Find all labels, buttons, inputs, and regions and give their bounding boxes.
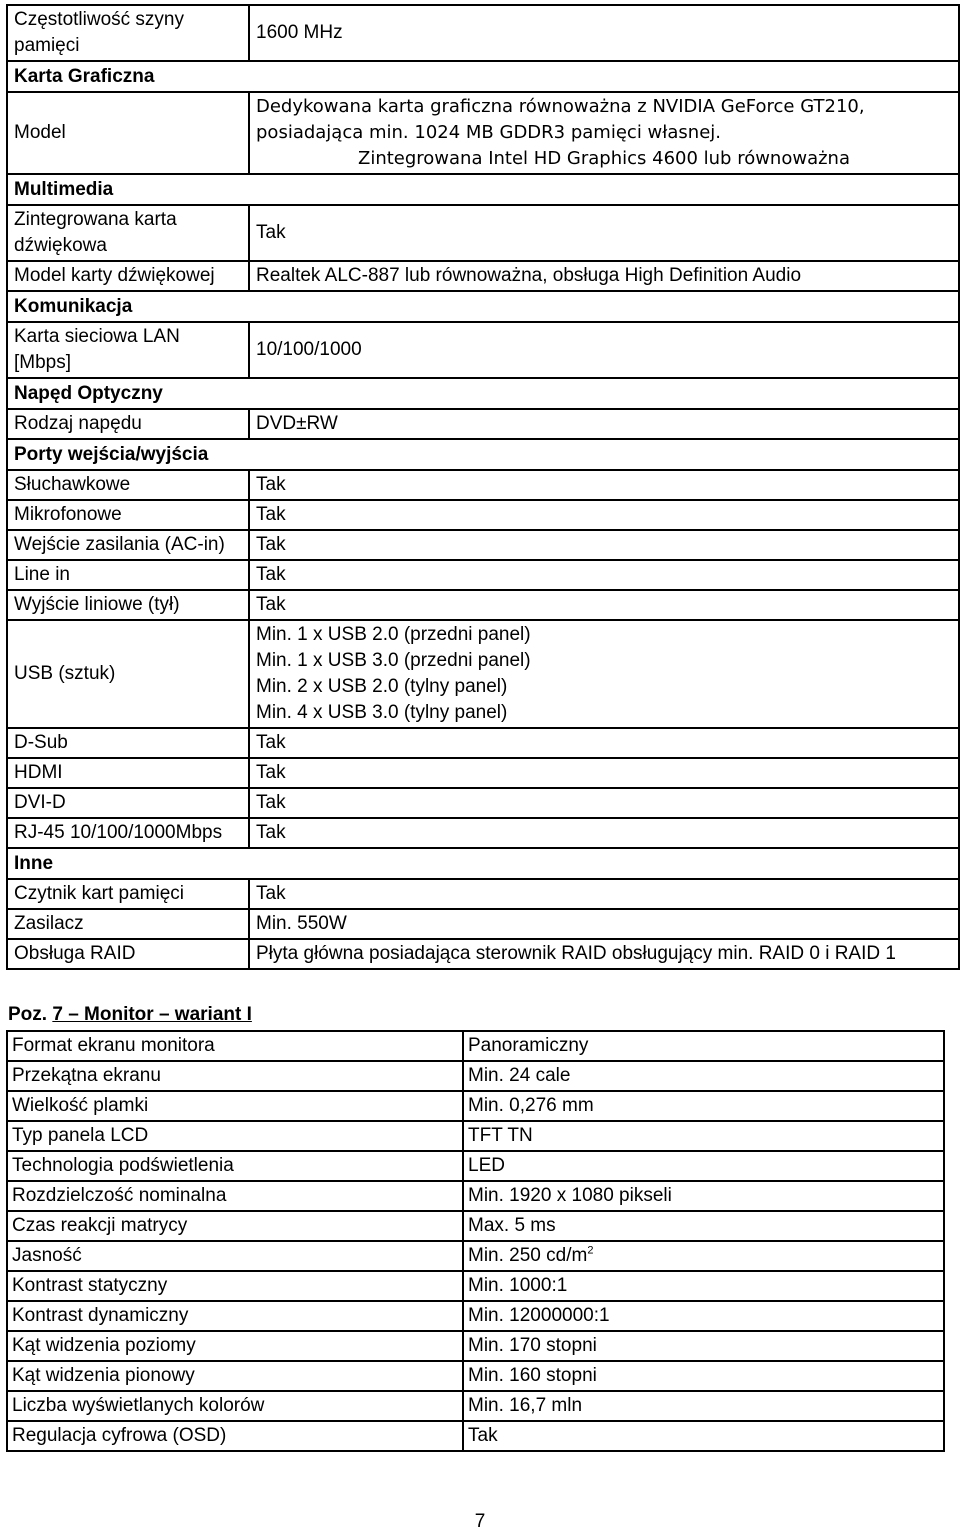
- spec-value: Tak: [249, 470, 959, 500]
- spec-value: Tak: [249, 758, 959, 788]
- section-heading: Komunikacja: [7, 291, 959, 322]
- section-row: [7, 439, 959, 470]
- monitor-value-text: Min. 1920 x 1080 pikseli: [468, 1185, 672, 1206]
- spec-value-line: Min. 2 x USB 2.0 (tylny panel): [256, 676, 508, 697]
- monitor-label: Typ panela LCD: [7, 1121, 463, 1151]
- spec-value: Tak: [249, 788, 959, 818]
- monitor-row: [7, 1241, 944, 1271]
- spec-row: [7, 939, 959, 969]
- monitor-value: [463, 1361, 944, 1391]
- monitor-value: [463, 1091, 944, 1121]
- monitor-row: [7, 1211, 944, 1241]
- spec-row: [7, 92, 959, 174]
- spec-row: [7, 205, 959, 261]
- spec-label: Częstotliwość szyny pamięci: [7, 5, 249, 61]
- spec-row: [7, 409, 959, 439]
- monitor-label: Kontrast statyczny: [7, 1271, 463, 1301]
- spec-label: DVI-D: [7, 788, 249, 818]
- monitor-heading: [8, 1002, 252, 1028]
- monitor-row: [7, 1061, 944, 1091]
- monitor-value: [463, 1421, 944, 1451]
- monitor-label: Jasność: [7, 1241, 463, 1271]
- monitor-label: Przekątna ekranu: [7, 1061, 463, 1091]
- spec-value: Płyta główna posiadająca sterownik RAID obsługujący min. RAID 0 i RAID 1: [249, 939, 959, 969]
- monitor-row: [7, 1391, 944, 1421]
- pc-spec-table-body: [7, 5, 959, 969]
- spec-label: Zasilacz: [7, 909, 249, 939]
- monitor-row: [7, 1331, 944, 1361]
- monitor-row: [7, 1151, 944, 1181]
- monitor-label: Format ekranu monitora: [7, 1031, 463, 1061]
- monitor-row: [7, 1121, 944, 1151]
- section-heading: Karta Graficzna: [7, 61, 959, 92]
- monitor-value: [463, 1181, 944, 1211]
- monitor-label: Liczba wyświetlanych kolorów: [7, 1391, 463, 1421]
- spec-row: [7, 500, 959, 530]
- monitor-label: Czas reakcji matrycy: [7, 1211, 463, 1241]
- spec-row: [7, 322, 959, 378]
- monitor-label: Wielkość plamki: [7, 1091, 463, 1121]
- spec-row: [7, 470, 959, 500]
- monitor-value: [463, 1331, 944, 1361]
- monitor-value-text: Min. 170 stopni: [468, 1335, 597, 1356]
- spec-label: Model: [7, 92, 249, 174]
- spec-row: [7, 728, 959, 758]
- spec-row: [7, 818, 959, 848]
- spec-value: Min. 550W: [249, 909, 959, 939]
- spec-row: [7, 5, 959, 61]
- spec-label: D-Sub: [7, 728, 249, 758]
- spec-value-line: Min. 1 x USB 3.0 (przedni panel): [256, 650, 531, 671]
- section-heading: Inne: [7, 848, 959, 879]
- monitor-value: [463, 1271, 944, 1301]
- spec-value: Realtek ALC-887 lub równoważna, obsługa High Definition Audio: [249, 261, 959, 291]
- spec-value: DVD±RW: [249, 409, 959, 439]
- monitor-row: [7, 1301, 944, 1331]
- monitor-value-text: Min. 12000000:1: [468, 1305, 610, 1326]
- monitor-value-text: Min. 1000:1: [468, 1275, 568, 1296]
- monitor-value: [463, 1121, 944, 1151]
- spec-label: Mikrofonowe: [7, 500, 249, 530]
- spec-label: Model karty dźwiękowej: [7, 261, 249, 291]
- monitor-label: Technologia podświetlenia: [7, 1151, 463, 1181]
- monitor-heading-title: 7 – Monitor – wariant I: [52, 1004, 252, 1025]
- monitor-value-text: Panoramiczny: [468, 1035, 589, 1056]
- monitor-value: [463, 1211, 944, 1241]
- section-row: [7, 378, 959, 409]
- page-number: 7: [474, 1511, 486, 1532]
- spec-value: Tak: [249, 530, 959, 560]
- spec-label: Rodzaj napędu: [7, 409, 249, 439]
- spec-row: [7, 530, 959, 560]
- monitor-label: Kontrast dynamiczny: [7, 1301, 463, 1331]
- spec-row: [7, 758, 959, 788]
- monitor-row: [7, 1181, 944, 1211]
- monitor-value: [463, 1241, 944, 1271]
- spec-row: [7, 560, 959, 590]
- spec-label: HDMI: [7, 758, 249, 788]
- spec-label: USB (sztuk): [7, 620, 249, 728]
- spec-row: [7, 590, 959, 620]
- spec-label: Wejście zasilania (AC-in): [7, 530, 249, 560]
- monitor-heading-prefix: Poz.: [8, 1004, 53, 1025]
- section-heading: Porty wejścia/wyjścia: [7, 439, 959, 470]
- monitor-spec-table-body: [7, 1031, 944, 1451]
- spec-value: Tak: [249, 590, 959, 620]
- spec-value-line: Dedykowana karta graficzna równoważna z NVIDIA GeForce GT210,: [256, 96, 865, 117]
- monitor-value-text: Min. 0,276 mm: [468, 1095, 594, 1116]
- section-row: [7, 848, 959, 879]
- monitor-row: [7, 1091, 944, 1121]
- spec-label: Słuchawkowe: [7, 470, 249, 500]
- monitor-label: Kąt widzenia pionowy: [7, 1361, 463, 1391]
- section-row: [7, 174, 959, 205]
- spec-value-line: Zintegrowana Intel HD Graphics 4600 lub równoważna: [357, 148, 850, 169]
- monitor-row: [7, 1031, 944, 1061]
- monitor-value: [463, 1151, 944, 1181]
- spec-row: [7, 620, 959, 728]
- spec-label: Line in: [7, 560, 249, 590]
- monitor-row: [7, 1361, 944, 1391]
- section-heading: Multimedia: [7, 174, 959, 205]
- spec-value: 1600 MHz: [249, 5, 959, 61]
- monitor-label: Rozdzielczość nominalna: [7, 1181, 463, 1211]
- spec-value: [249, 92, 959, 174]
- spec-label: Wyjście liniowe (tył): [7, 590, 249, 620]
- spec-value: 10/100/1000: [249, 322, 959, 378]
- spec-label: Obsługa RAID: [7, 939, 249, 969]
- monitor-value-text: Min. 24 cale: [468, 1065, 571, 1086]
- spec-value: Tak: [249, 879, 959, 909]
- pc-spec-table: [6, 4, 960, 970]
- monitor-label: Regulacja cyfrowa (OSD): [7, 1421, 463, 1451]
- spec-value: Tak: [249, 560, 959, 590]
- spec-value-line: Min. 1 x USB 2.0 (przedni panel): [256, 624, 531, 645]
- monitor-value-text: LED: [468, 1155, 505, 1176]
- spec-value: Tak: [249, 500, 959, 530]
- monitor-value: [463, 1061, 944, 1091]
- monitor-value: [463, 1301, 944, 1331]
- spec-row: [7, 909, 959, 939]
- spec-value: Tak: [249, 818, 959, 848]
- spec-row: [7, 788, 959, 818]
- section-row: [7, 291, 959, 322]
- monitor-label: Kąt widzenia poziomy: [7, 1331, 463, 1361]
- monitor-value: [463, 1031, 944, 1061]
- spec-value-line: posiadająca min. 1024 MB GDDR3 pamięci własnej.: [256, 122, 721, 143]
- spec-label: Zintegrowana karta dźwiękowa: [7, 205, 249, 261]
- spec-value: Tak: [249, 205, 959, 261]
- spec-value: [249, 620, 959, 728]
- spec-label: Czytnik kart pamięci: [7, 879, 249, 909]
- monitor-value-superscript: 2: [587, 1244, 594, 1257]
- section-heading: Napęd Optyczny: [7, 378, 959, 409]
- spec-label: Karta sieciowa LAN [Mbps]: [7, 322, 249, 378]
- monitor-spec-table: [6, 1030, 945, 1452]
- monitor-value-text: Max. 5 ms: [468, 1215, 556, 1236]
- monitor-value: [463, 1391, 944, 1421]
- spec-label: RJ-45 10/100/1000Mbps: [7, 818, 249, 848]
- spec-row: [7, 879, 959, 909]
- monitor-value-text: Min. 16,7 mln: [468, 1395, 583, 1416]
- monitor-value-text: Min. 250 cd/m: [468, 1245, 588, 1266]
- monitor-row: [7, 1271, 944, 1301]
- spec-value-line: Min. 4 x USB 3.0 (tylny panel): [256, 702, 508, 723]
- monitor-row: [7, 1421, 944, 1451]
- spec-row: [7, 261, 959, 291]
- section-row: [7, 61, 959, 92]
- monitor-value-text: Tak: [468, 1425, 498, 1446]
- spec-value: Tak: [249, 728, 959, 758]
- monitor-value-text: TFT TN: [468, 1125, 533, 1146]
- monitor-value-text: Min. 160 stopni: [468, 1365, 597, 1386]
